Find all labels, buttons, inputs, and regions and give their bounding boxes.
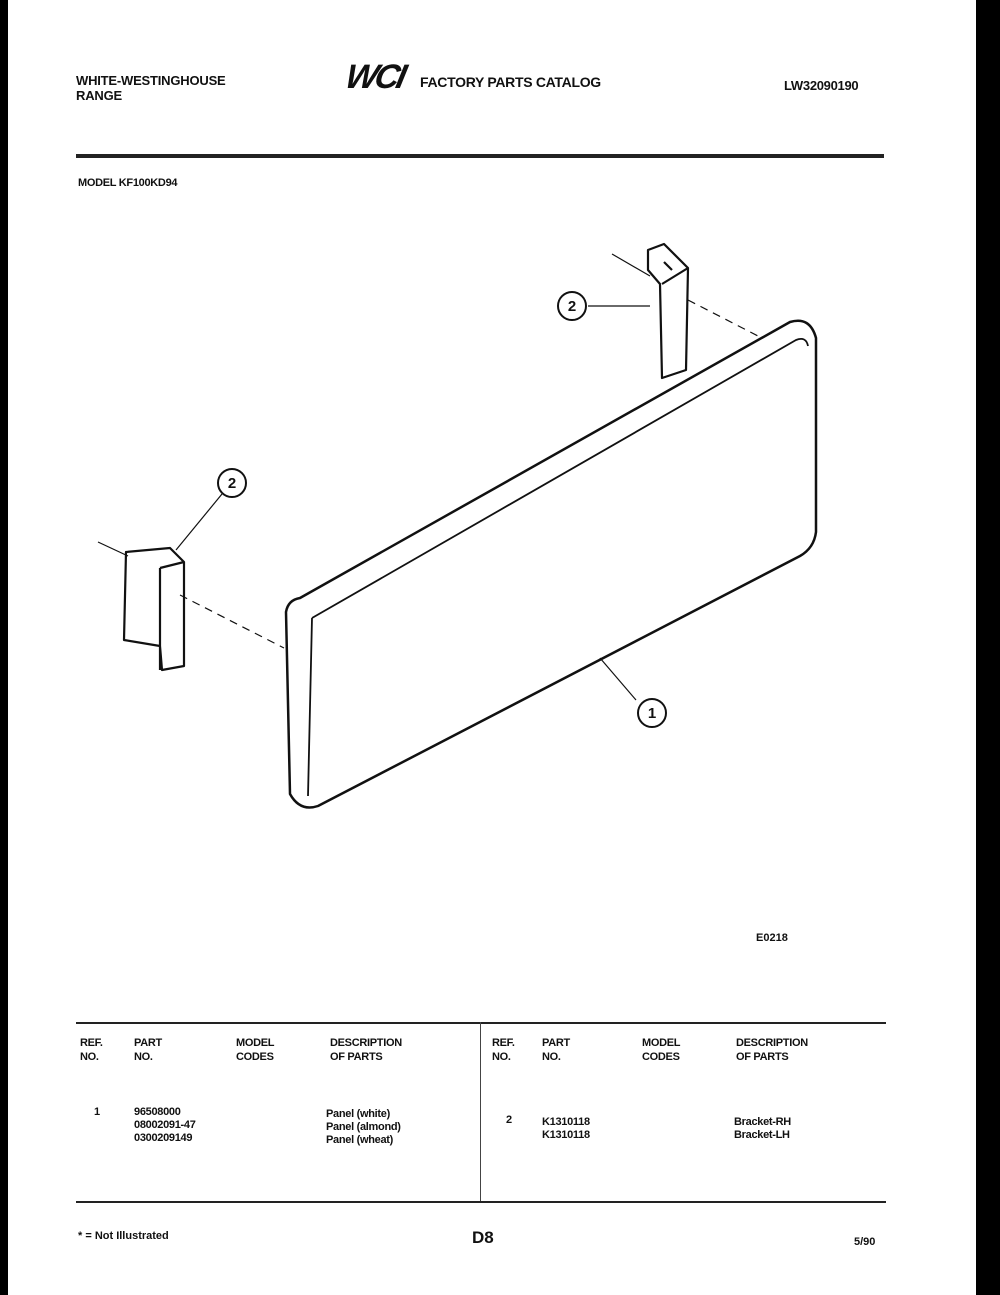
part-number-list [134, 1106, 196, 1145]
model-number: MODEL KF100KD94 [78, 177, 178, 189]
table-top-rule [76, 1022, 886, 1024]
part-description: Panel (almond) [326, 1121, 401, 1133]
product-type: RANGE [76, 88, 122, 103]
header-part-no: PART NO. [134, 1037, 162, 1063]
wci-logo: WCI [342, 58, 408, 96]
catalog-title: FACTORY PARTS CATALOG [420, 74, 601, 90]
drawing-id: E0218 [756, 932, 788, 944]
bracket-lh-part [124, 548, 184, 670]
panel-front-face [308, 339, 808, 796]
part-number: K1310118 [542, 1116, 590, 1128]
panel-part [286, 321, 816, 808]
catalog-page [8, 0, 976, 1295]
exploded-parts-diagram [8, 0, 976, 1000]
part-number: 08002091-47 [134, 1119, 196, 1131]
part-description: Bracket-LH [734, 1129, 790, 1141]
table-bottom-rule [76, 1201, 886, 1203]
part-number: 96508000 [134, 1106, 181, 1118]
ref-number: 2 [506, 1114, 512, 1126]
page-number: D8 [472, 1228, 494, 1247]
part-number: K1310118 [542, 1129, 590, 1141]
header-model-codes: MODEL CODES [642, 1037, 681, 1063]
document-id: LW32090190 [784, 78, 859, 93]
bracket-rh-part [648, 244, 688, 378]
header-ref-no: REF. NO. [80, 1037, 103, 1063]
part-description: Panel (white) [326, 1108, 390, 1120]
callout-label: 2 [227, 475, 237, 492]
table-column-divider [480, 1022, 481, 1202]
ref-number: 1 [94, 1106, 100, 1118]
part-number: 0300209149 [134, 1132, 193, 1144]
part-description: Panel (wheat) [326, 1134, 394, 1146]
header-ref-no: REF. NO. [492, 1037, 515, 1063]
revision-date: 5/90 [854, 1236, 876, 1248]
callout-label: 1 [647, 705, 657, 722]
header-part-no: PART NO. [542, 1037, 570, 1063]
description-list [734, 1116, 791, 1142]
callout-label: 2 [567, 298, 577, 315]
part-description: Bracket-RH [734, 1116, 791, 1128]
header-description: DESCRIPTION OF PARTS [330, 1037, 402, 1063]
description-list [326, 1108, 401, 1147]
part-number-list [542, 1116, 590, 1142]
footnote: * = Not Illustrated [78, 1230, 169, 1242]
header-model-codes: MODEL CODES [236, 1037, 275, 1063]
brand-name: WHITE-WESTINGHOUSE [76, 73, 226, 88]
header-description: DESCRIPTION OF PARTS [736, 1037, 808, 1063]
